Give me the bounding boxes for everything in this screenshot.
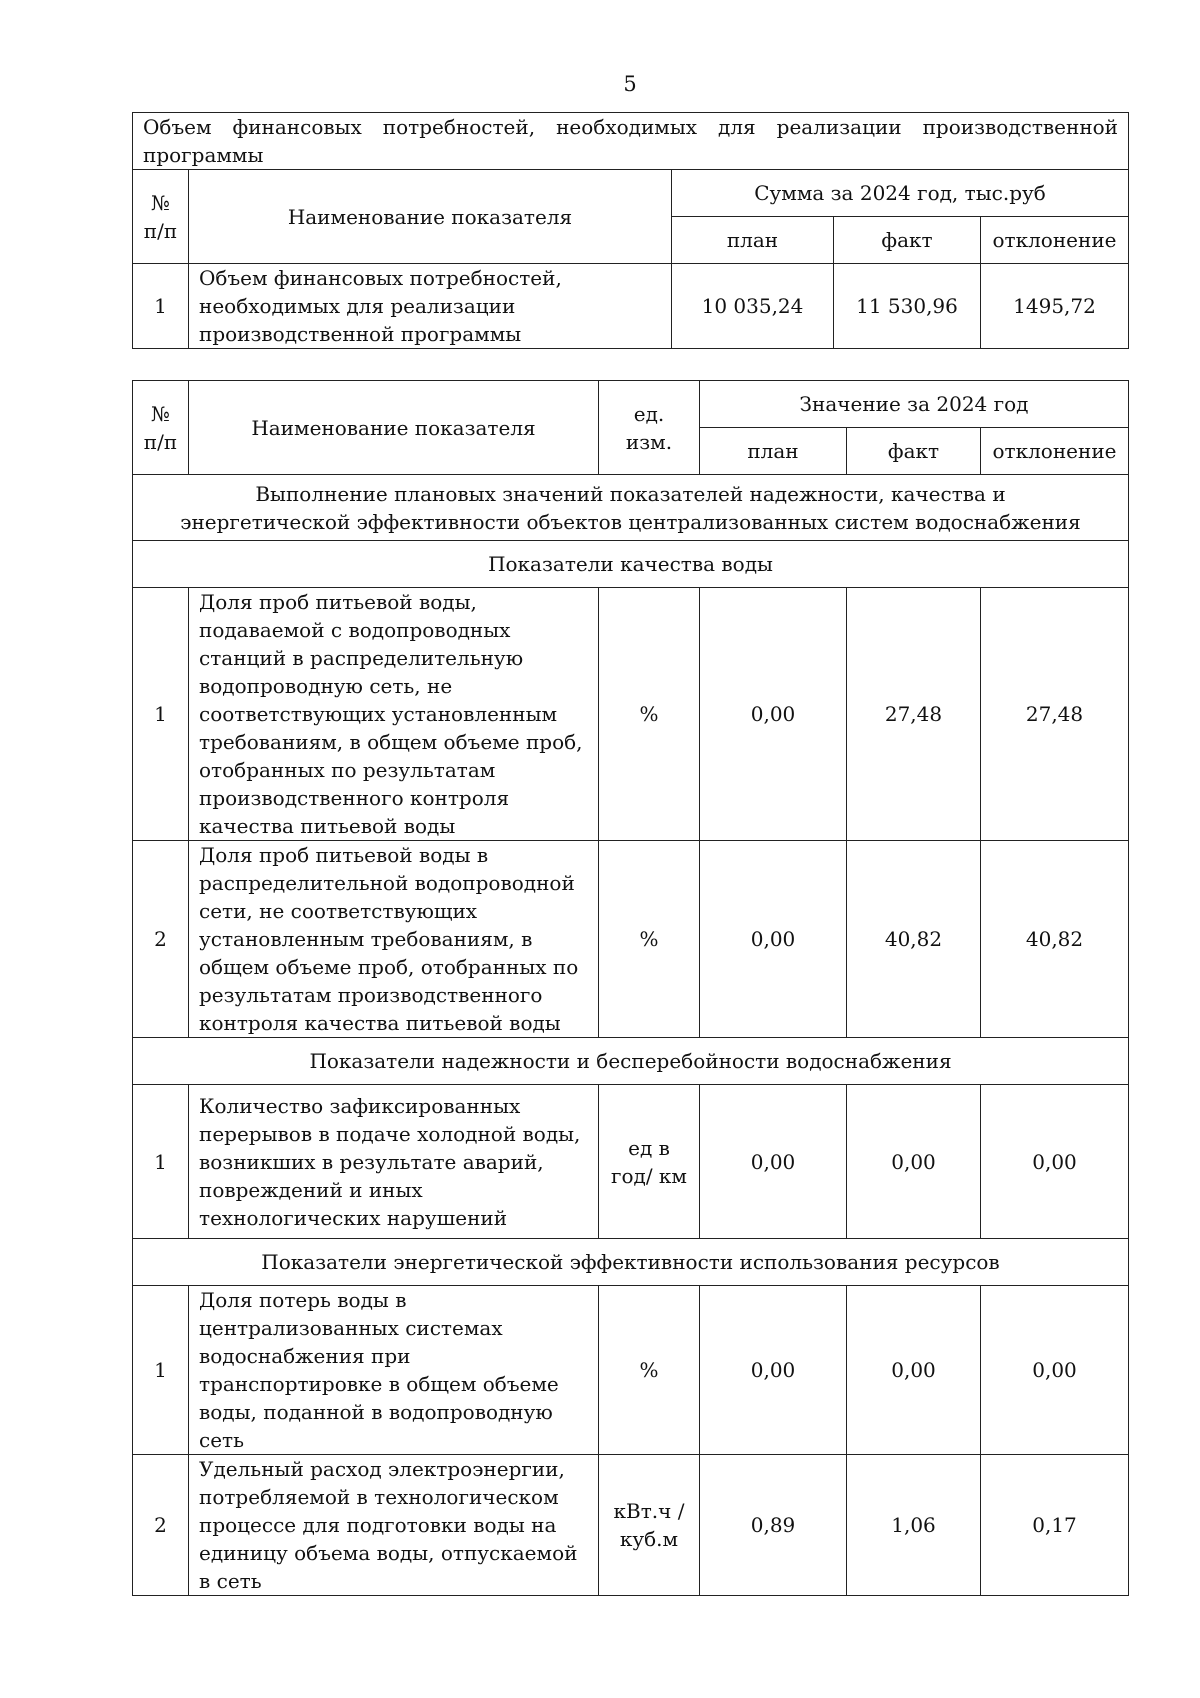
row-name: Удельный расход электроэнергии, потребляемой в технологическом процессе для подготовки воды на единицу объема воды, отпускаемой в сеть [189,1455,599,1596]
section-header-water-quality: Показатели качества воды [133,541,1129,588]
col-header-plan: план [672,217,834,264]
col-header-deviation: отклонение [981,217,1129,264]
row-plan: 0,00 [700,1085,847,1239]
col-header-fact: факт [847,428,981,475]
row-num: 1 [133,1286,189,1455]
row-name: Количество зафиксированных перерывов в подаче холодной воды, возникших в результате аварий, повреждений и иных технологических нарушений [189,1085,599,1239]
row-unit: % [599,841,700,1038]
row-name: Доля проб питьевой воды в распределительной водопроводной сети, не соответствующих установленным требованиям, в общем объеме проб, отобранных по результатам производственного контроля качества питьевой воды [189,841,599,1038]
col-header-name: Наименование показателя [189,381,599,475]
row-fact: 0,00 [847,1286,981,1455]
col-header-value: Значение за 2024 год [700,381,1129,428]
row-num: 2 [133,1455,189,1596]
col-header-num: № п/п [133,170,189,264]
row-fact: 1,06 [847,1455,981,1596]
section-header-energy-efficiency: Показатели энергетической эффективности использования ресурсов [133,1239,1129,1286]
row-unit: ед в год/ км [599,1085,700,1239]
row-deviation: 40,82 [981,841,1129,1038]
row-deviation: 0,00 [981,1286,1129,1455]
table-row [133,264,1129,349]
table-row [133,1455,1129,1596]
row-unit: кВт.ч / куб.м [599,1455,700,1596]
finance-table-caption [133,113,1129,170]
col-header-sum: Сумма за 2024 год, тыс.руб [672,170,1129,217]
col-header-unit: ед. изм. [599,381,700,475]
row-deviation: 1495,72 [981,264,1129,349]
row-name: Доля проб питьевой воды, подаваемой с водопроводных станций в распределительную водопроводную сеть, не соответствующих установленным требованиям, в общем объеме проб, отобранных по результатам производственного контроля качества питьевой воды [189,588,599,841]
row-num: 1 [133,588,189,841]
row-unit: % [599,1286,700,1455]
table-row [133,1286,1129,1455]
main-section-header: Выполнение плановых значений показателей надежности, качества и энергетической эффективности объектов централизованных систем водоснабжения [133,475,1129,541]
col-header-num: № п/п [133,381,189,475]
table-row [133,1085,1129,1239]
section-header-reliability: Показатели надежности и бесперебойности водоснабжения [133,1038,1129,1085]
row-unit: % [599,588,700,841]
col-header-name: Наименование показателя [189,170,672,264]
row-fact: 40,82 [847,841,981,1038]
finance-table [132,112,1129,349]
indicators-table [132,380,1129,1596]
row-num: 1 [133,1085,189,1239]
table-row [133,841,1129,1038]
col-header-plan: план [700,428,847,475]
row-plan: 0,00 [700,841,847,1038]
row-num: 2 [133,841,189,1038]
row-fact: 27,48 [847,588,981,841]
row-deviation: 0,17 [981,1455,1129,1596]
row-plan: 0,00 [700,1286,847,1455]
row-fact: 0,00 [847,1085,981,1239]
table-row [133,588,1129,841]
col-header-fact: факт [834,217,981,264]
page-number: 5 [623,72,637,96]
row-plan: 10 035,24 [672,264,834,349]
row-plan: 0,00 [700,588,847,841]
row-fact: 11 530,96 [834,264,981,349]
row-plan: 0,89 [700,1455,847,1596]
finance-caption-line1: Объем финансовых потребностей, необходимых для реализации производственной [143,115,1119,139]
row-deviation: 0,00 [981,1085,1129,1239]
finance-caption-line2: программы [143,143,264,167]
row-name: Доля потерь воды в централизованных системах водоснабжения при транспортировке в общем объеме воды, поданной в водопроводную сеть [189,1286,599,1455]
row-name: Объем финансовых потребностей, необходимых для реализации производственной программы [189,264,672,349]
col-header-deviation: отклонение [981,428,1129,475]
row-deviation: 27,48 [981,588,1129,841]
row-num: 1 [133,264,189,349]
